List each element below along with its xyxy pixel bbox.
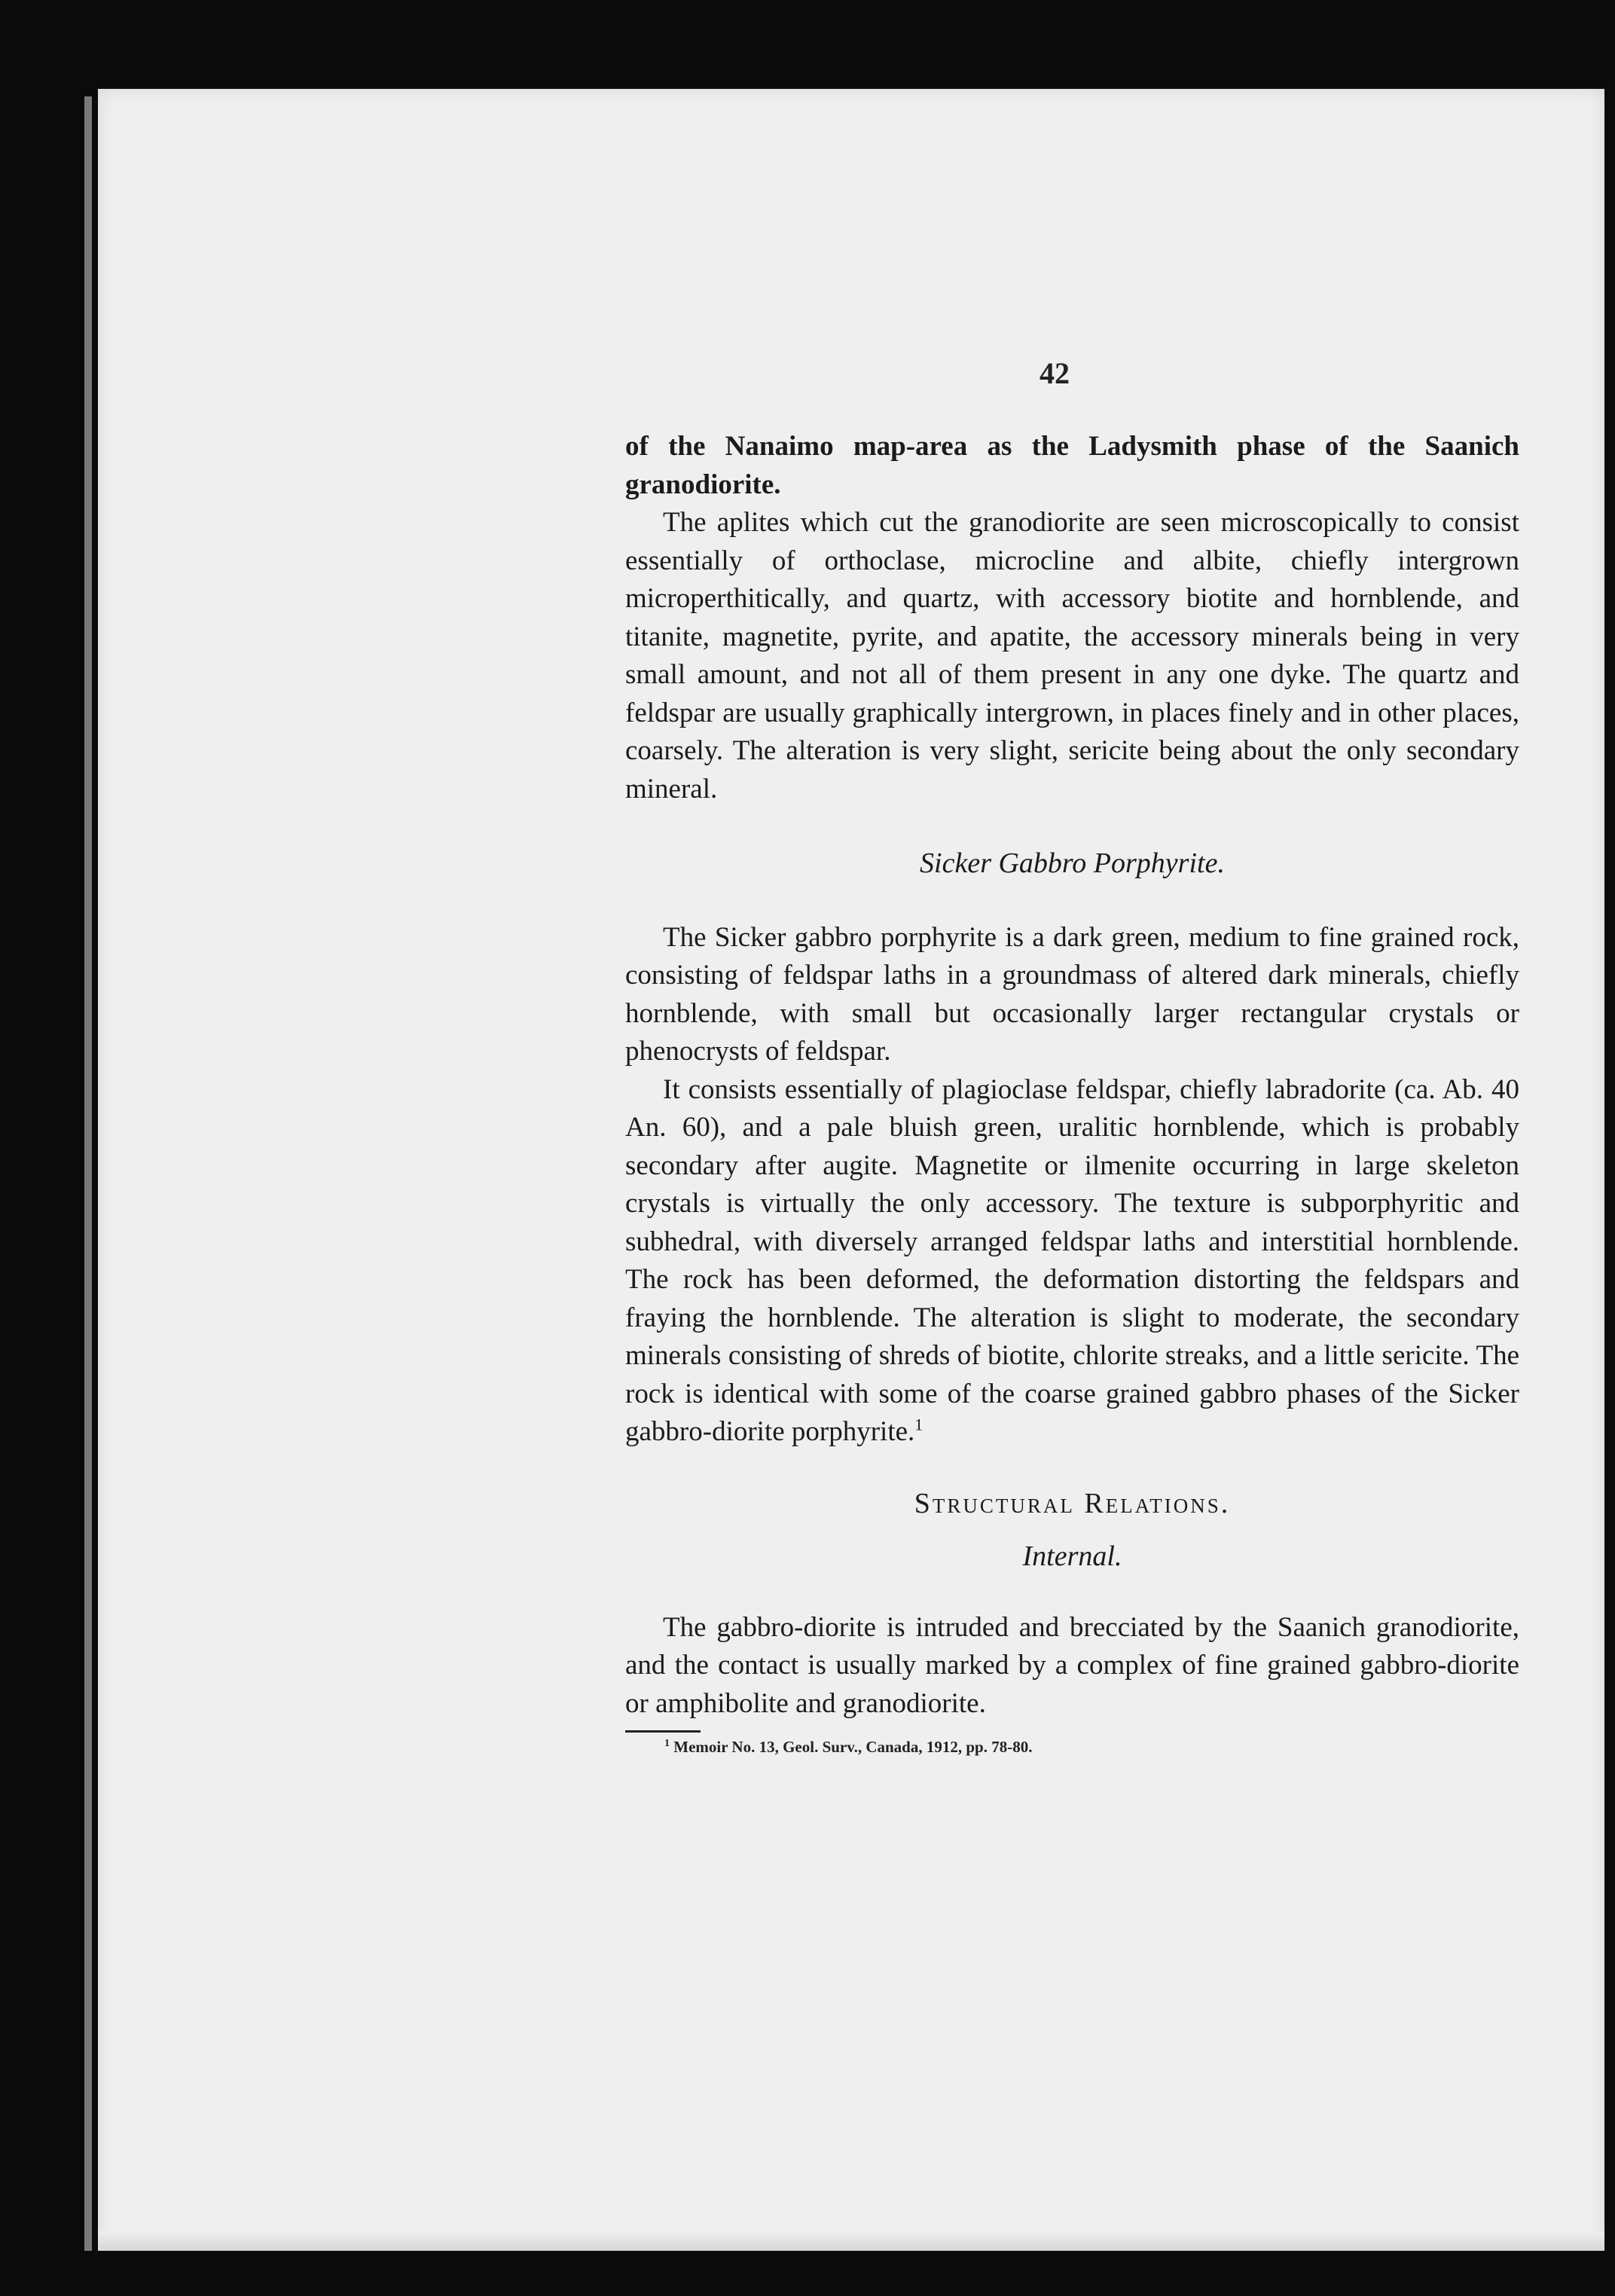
subheading-internal: Internal. — [1022, 1540, 1122, 1572]
paragraph-sicker-2 — [625, 1071, 1519, 1452]
paragraph-sicker-2-text: It consists essentially of plagioclase feldspar, chiefly labradorite (ca. Ab. 40 An. 60), and a pale bluish green, uralitic hornblende, which is probably secondary after augite. Magnetite or ilmenite occurring in large skeleton crystals is virtually the only accessory. The texture is subporphyritic and subhedral, with diversely arranged feldspar laths and interstitial hornblende. The rock has been deformed, the deformation distorting the feldspars and fraying the hornblende. The alteration is slight to moderate, the secondary minerals consisting of shreds of biotite, chlorite streaks, and a little sericite. The rock is identical with some of the coarse grained gabbro phases of the Sicker gabbro-diorite porphyrite. — [625, 1073, 1519, 1447]
paragraph-internal: The gabbro-diorite is intruded and brecciated by the Saanich granodiorite, and the contact is usually marked by a complex of fine grained gabbro-diorite or amphibolite and granodiorite. — [625, 1611, 1519, 1719]
section-heading-sicker: Sicker Gabbro Porphyrite. — [920, 847, 1225, 879]
footnote-text: Memoir No. 13, Geol. Surv., Canada, 1912, pp. 78-80. — [673, 1738, 1033, 1756]
footnote-mark: 1 — [664, 1738, 670, 1749]
paragraph-aplites: The aplites which cut the granodiorite are seen microscopically to consist essentially of orthoclase, microcline and albite, chiefly intergrown microperthitically, and quartz, with accessory biotite and hornblende, and titanite, magnetite, pyrite, and apatite, the accessory minerals being in very small amount, and not all of them present in any one dyke. The quartz and feldspar are usually graphically intergrown, in places finely and in other places, coarsely. The alteration is very slight, sericite being about the only secondary mineral. — [625, 507, 1519, 805]
paragraph-sicker-1: The Sicker gabbro porphyrite is a dark green, medium to fine grained rock, consisting of feldspar laths in a groundmass of altered dark minerals, chiefly hornblende, with small but occasionally larger rectangular crystals or phenocrysts of feldspar. — [625, 921, 1519, 1067]
body-text — [625, 428, 1519, 1758]
footnote — [625, 1736, 1519, 1758]
page-number: 42 — [1040, 356, 1070, 390]
page-edge — [84, 96, 92, 2251]
footnote-reference: 1 — [914, 1415, 924, 1434]
section-heading-structural: Structural Relations. — [914, 1487, 1231, 1519]
paragraph-1: of the Nanaimo map-area as the Ladysmith phase of the Saanich granodiorite. — [625, 431, 1519, 500]
footnote-rule — [625, 1730, 701, 1733]
